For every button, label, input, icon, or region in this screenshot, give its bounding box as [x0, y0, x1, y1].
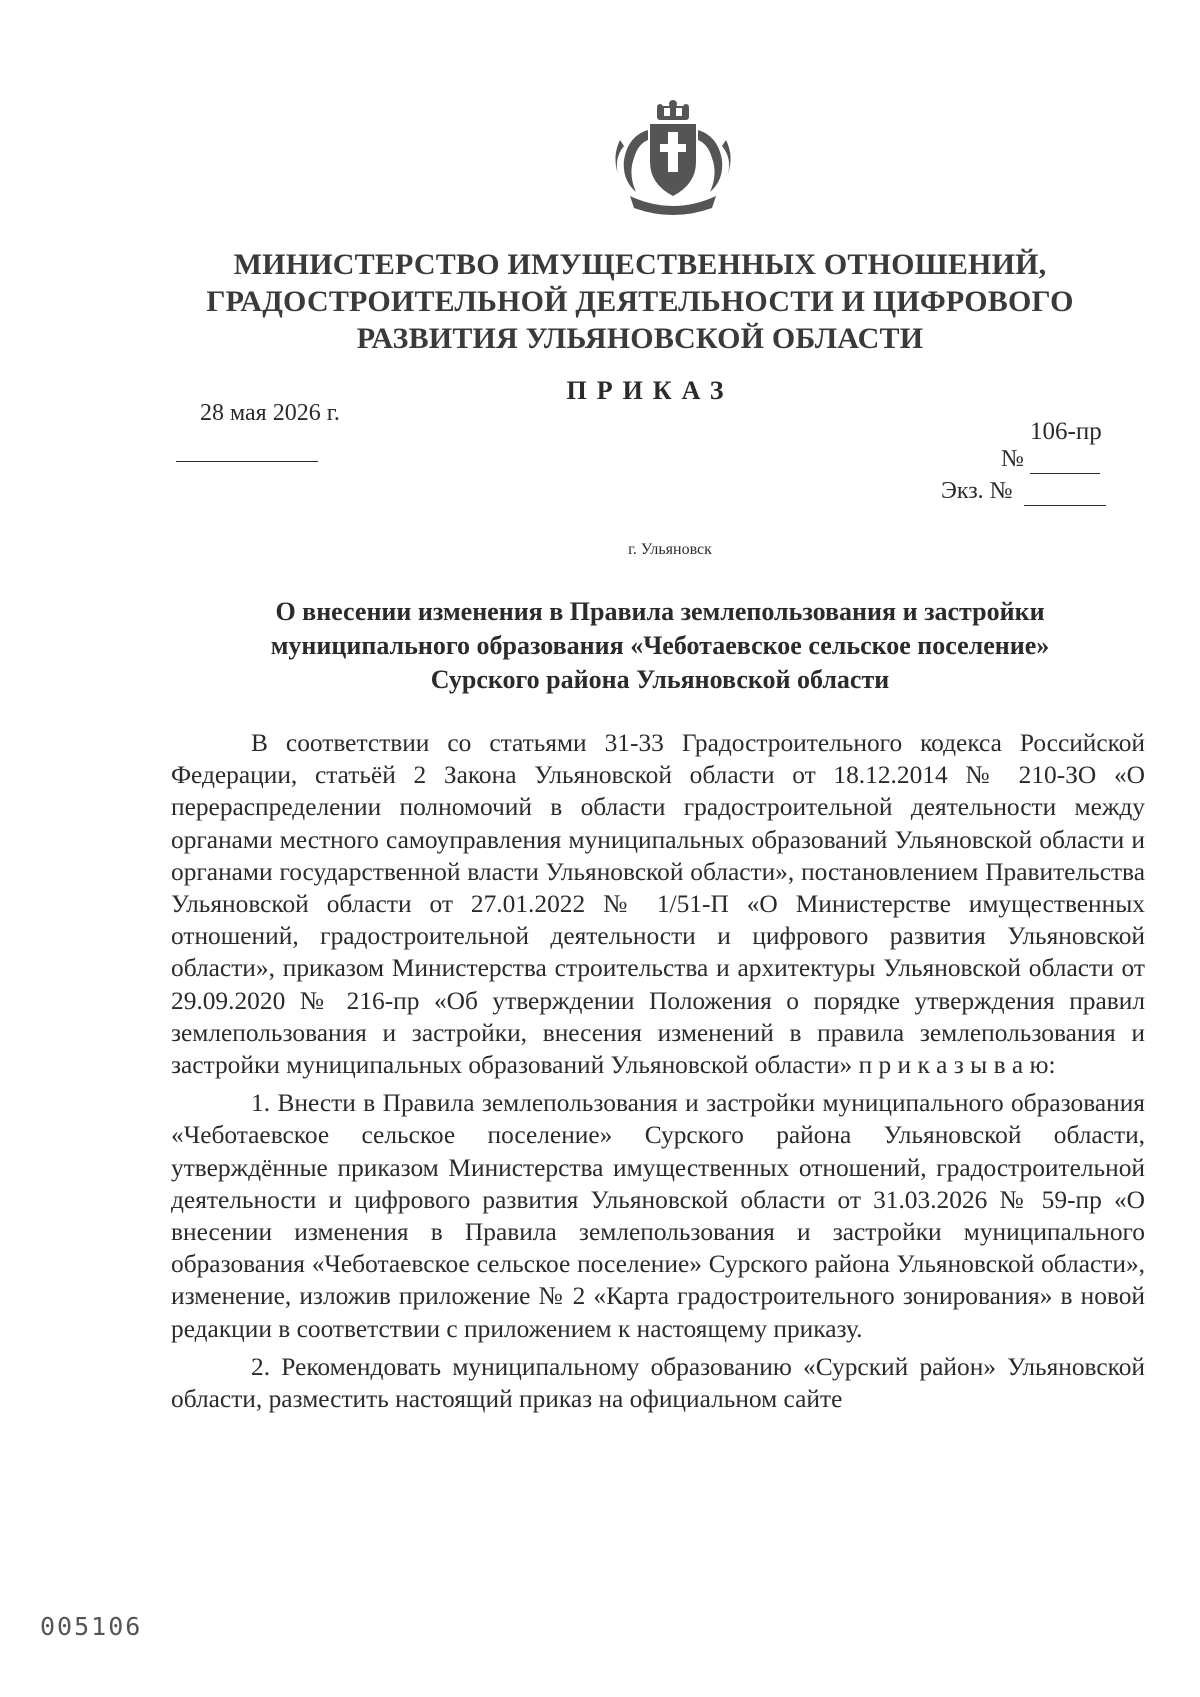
document-title: [180, 595, 1140, 697]
date-underline: [176, 461, 318, 462]
ministry-name-line: МИНИСТЕРСТВО ИМУЩЕСТВЕННЫХ ОТНОШЕНИЙ,: [233, 248, 1047, 281]
copy-number-label: Экз. №: [941, 478, 1013, 504]
page-code: 005106: [40, 1612, 143, 1641]
order-number: 106-пр: [1030, 418, 1102, 445]
copy-number-underline: [1024, 505, 1106, 506]
number-underline: [1030, 473, 1100, 474]
ministry-name-line: ГРАДОСТРОИТЕЛЬНОЙ ДЕЯТЕЛЬНОСТИ И ЦИФРОВОГО: [206, 285, 1074, 318]
order-date: 28 мая 2026 г.: [200, 400, 340, 426]
title-line: Сурского района Ульяновской области: [430, 665, 890, 694]
title-line: муниципального образования «Чеботаевское сельское поселение»: [270, 631, 1050, 660]
item-2-paragraph: 2. Рекомендовать муниципальному образованию «Сурский район» Ульяновской области, разместить настоящий приказ на официальном сайте: [171, 1352, 1145, 1414]
document-type: ПРИКАЗ: [566, 376, 734, 405]
coat-of-arms-icon: [608, 100, 738, 220]
title-line: О внесении изменения в Правила землепользования и застройки: [275, 597, 1045, 626]
preamble-paragraph: В соответствии со статьями 31-33 Градостроительного кодекса Российской Федерации, статьёй 2 Закона Ульяновской области от 18.12.2014 № 210-ЗО «О перераспределении полномочий в области градостроительной деятельности между органами местного самоуправления муниципальных образований Ульяновской области и органами государственной власти Ульяновской области», постановлением Правительства Ульяновской области от 27.01.2022 № 1/51-П «О Министерстве имущественных отношений, градостроительной деятельности и цифрового развития Ульяновской области», приказом Министерства строительства и архитектуры Ульяновской области от 29.09.2020 № 216-пр «Об утверждении Положения о порядке утверждения правил землепользования и застройки, внесения изменений в правила землепользования и застройки муниципальных образований Ульяновской области» п р и к а з ы в а ю:: [171, 729, 1145, 1080]
item-1-paragraph: 1. Внести в Правила землепользования и застройки муниципального образования «Чеботаевское сельское поселение» Сурского района Ульяновской области, утверждённые приказом Министерства имущественных отношений, градостроительной деятельности и цифрового развития Ульяновской области от 31.03.2026 № 59-пр «О внесении изменения в Правила землепользования и застройки муниципального образования «Чеботаевское сельское поселение» Сурского района Ульяновской области», изменение, изложив приложение № 2 «Карта градостроительного зонирования» в новой редакции в соответствии с приложением к настоящему приказу.: [171, 1089, 1145, 1343]
ministry-name-line: РАЗВИТИЯ УЛЬЯНОВСКОЙ ОБЛАСТИ: [356, 322, 924, 355]
document-body: [171, 727, 1145, 1415]
city: г. Ульяновск: [628, 541, 712, 558]
order-number-label: №: [1001, 446, 1024, 472]
ministry-name: [200, 246, 1080, 357]
